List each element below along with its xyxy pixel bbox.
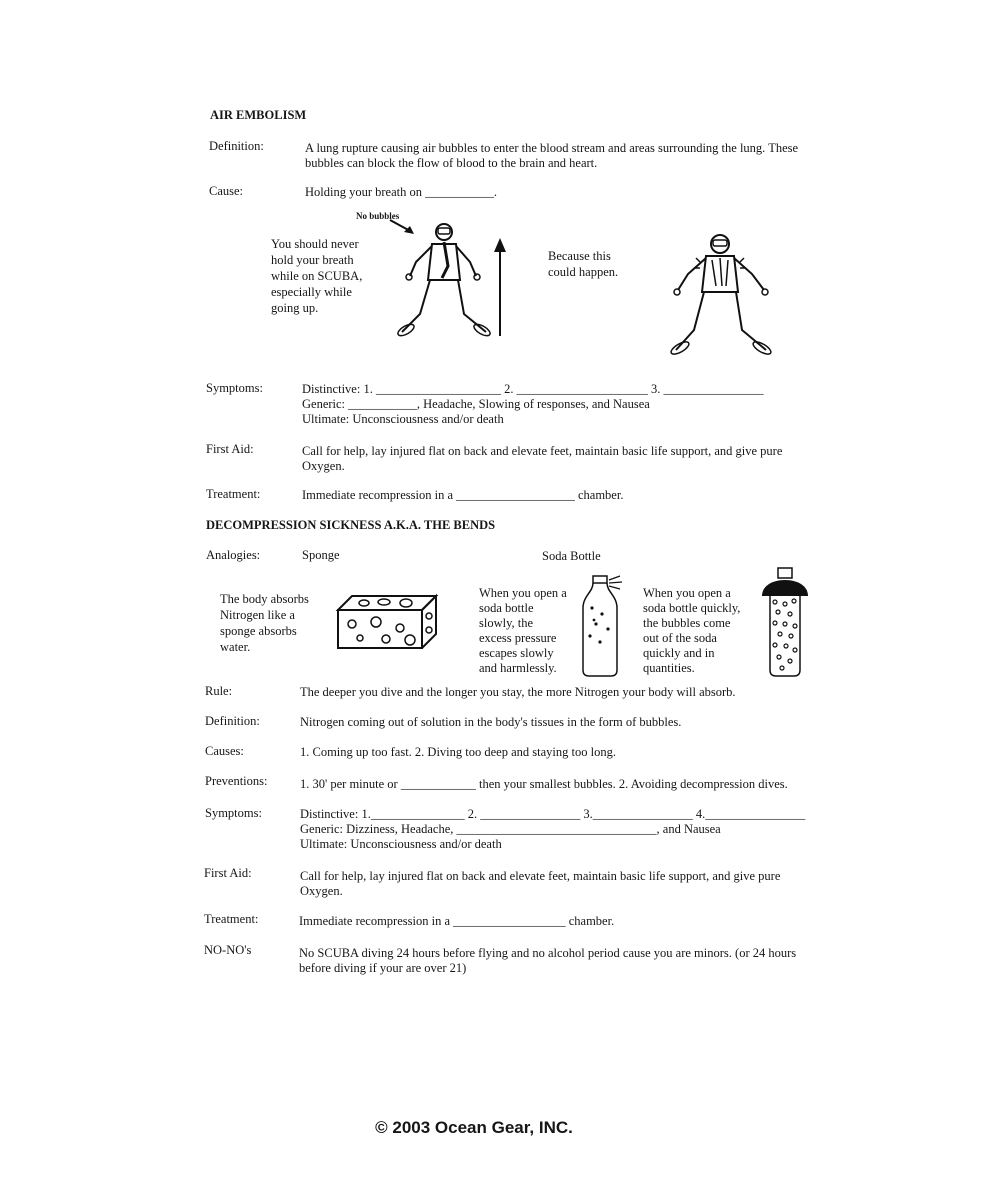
ae-symptoms-line1: Distinctive: 1. ____________________ 2. _____________________ 3. ________________ bbox=[302, 382, 764, 396]
never-hold-line: especially while bbox=[271, 285, 352, 299]
dcs-definition-label: Definition: bbox=[205, 714, 260, 728]
never-hold-line: hold your breath bbox=[271, 253, 354, 267]
dcs-preventions-text: 1. 30' per minute or ____________ then your smallest bubbles. 2. Avoiding decompression dives. bbox=[300, 777, 788, 791]
ascending-arrow-icon bbox=[492, 238, 508, 338]
quick-open-line: quickly and in bbox=[643, 646, 715, 660]
ae-first-aid-label: First Aid: bbox=[206, 442, 254, 456]
diver-embolism-illustration bbox=[666, 234, 776, 358]
ae-treatment-label: Treatment: bbox=[206, 487, 261, 501]
ae-first-aid-line2: Oxygen. bbox=[302, 459, 345, 473]
ae-definition-line1: A lung rupture causing air bubbles to enter the blood stream and areas surrounding the lung. These bbox=[305, 141, 799, 155]
because-line: Because this bbox=[548, 249, 611, 263]
ae-symptoms-label: Symptoms: bbox=[206, 381, 263, 395]
dcs-nono-line2: before diving if your are over 21) bbox=[299, 961, 467, 975]
dcs-rule-label: Rule: bbox=[205, 684, 233, 698]
slow-open-line: soda bottle bbox=[479, 601, 534, 615]
dcs-treatment-text: Immediate recompression in a __________________ chamber. bbox=[299, 914, 615, 928]
soda-bottle-label: Soda Bottle bbox=[542, 549, 601, 563]
decompression-heading: DECOMPRESSION SICKNESS A.K.A. THE BENDS bbox=[206, 518, 496, 532]
ae-cause-text: Holding your breath on ___________. bbox=[305, 185, 497, 199]
air-embolism-heading: AIR EMBOLISM bbox=[210, 108, 307, 122]
ae-treatment-text: Immediate recompression in a ___________________ chamber. bbox=[302, 488, 624, 502]
soda-bottle-fizzing-illustration bbox=[758, 566, 812, 678]
dcs-first-aid-line1: Call for help, lay injured flat on back and elevate feet, maintain basic life support, and give pure bbox=[300, 869, 781, 883]
never-hold-line: You should never bbox=[271, 237, 359, 251]
dcs-first-aid-label: First Aid: bbox=[204, 866, 252, 880]
dcs-symptoms-line2: Generic: Dizziness, Headache, ________________________________, and Nausea bbox=[300, 822, 721, 836]
body-absorbs-line: water. bbox=[220, 640, 251, 654]
dcs-treatment-label: Treatment: bbox=[204, 912, 259, 926]
slow-open-line: slowly, the bbox=[479, 616, 534, 630]
slow-open-line: excess pressure bbox=[479, 631, 557, 645]
dcs-causes-label: Causes: bbox=[205, 744, 244, 758]
sponge-label: Sponge bbox=[302, 548, 340, 562]
soda-bottle-slow-illustration bbox=[578, 574, 624, 678]
ae-symptoms-line2: Generic: ___________, Headache, Slowing of responses, and Nausea bbox=[302, 397, 650, 411]
ae-symptoms-line3: Ultimate: Unconsciousness and/or death bbox=[302, 412, 504, 426]
ae-first-aid-line1: Call for help, lay injured flat on back and elevate feet, maintain basic life support, and give pure bbox=[302, 444, 783, 458]
dcs-nono-label: NO-NO's bbox=[204, 943, 252, 957]
ae-cause-label: Cause: bbox=[209, 184, 244, 198]
body-absorbs-line: Nitrogen like a bbox=[220, 608, 295, 622]
dcs-nono-line1: No SCUBA diving 24 hours before flying and no alcohol period cause you are minors. (or 24 hours bbox=[299, 946, 797, 960]
never-hold-line: going up. bbox=[271, 301, 319, 315]
dcs-symptoms-label: Symptoms: bbox=[205, 806, 262, 820]
never-hold-line: while on SCUBA, bbox=[271, 269, 363, 283]
dcs-symptoms-line1: Distinctive: 1._______________ 2. ________________ 3.________________ 4.________________ bbox=[300, 807, 806, 821]
dcs-symptoms-line3: Ultimate: Unconsciousness and/or death bbox=[300, 837, 502, 851]
sponge-illustration bbox=[334, 594, 440, 650]
quick-open-line: soda bottle quickly, bbox=[643, 601, 741, 615]
body-absorbs-line: sponge absorbs bbox=[220, 624, 297, 638]
quick-open-line: out of the soda bbox=[643, 631, 717, 645]
quick-open-line: When you open a bbox=[643, 586, 731, 600]
diver-normal-illustration bbox=[396, 222, 492, 340]
copyright-footer: © 2003 Ocean Gear, INC. bbox=[375, 1118, 573, 1137]
slow-open-line: escapes slowly bbox=[479, 646, 554, 660]
because-line: could happen. bbox=[548, 265, 619, 279]
ae-definition-line2: bubbles can block the flow of blood to the brain and heart. bbox=[305, 156, 598, 170]
dcs-rule-text: The deeper you dive and the longer you stay, the more Nitrogen your body will absorb. bbox=[300, 685, 736, 699]
dcs-analogies-label: Analogies: bbox=[206, 548, 261, 562]
body-absorbs-line: The body absorbs bbox=[220, 592, 309, 606]
dcs-preventions-label: Preventions: bbox=[205, 774, 268, 788]
dcs-definition-text: Nitrogen coming out of solution in the body's tissues in the form of bubbles. bbox=[300, 715, 682, 729]
dcs-first-aid-line2: Oxygen. bbox=[300, 884, 343, 898]
slow-open-line: and harmlessly. bbox=[479, 661, 557, 675]
slow-open-line: When you open a bbox=[479, 586, 567, 600]
ae-definition-label: Definition: bbox=[209, 139, 264, 153]
dcs-causes-text: 1. Coming up too fast. 2. Diving too deep and staying too long. bbox=[300, 745, 616, 759]
quick-open-line: quantities. bbox=[643, 661, 695, 675]
no-bubbles-note: No bubbles bbox=[356, 211, 400, 221]
quick-open-line: the bubbles come bbox=[643, 616, 731, 630]
